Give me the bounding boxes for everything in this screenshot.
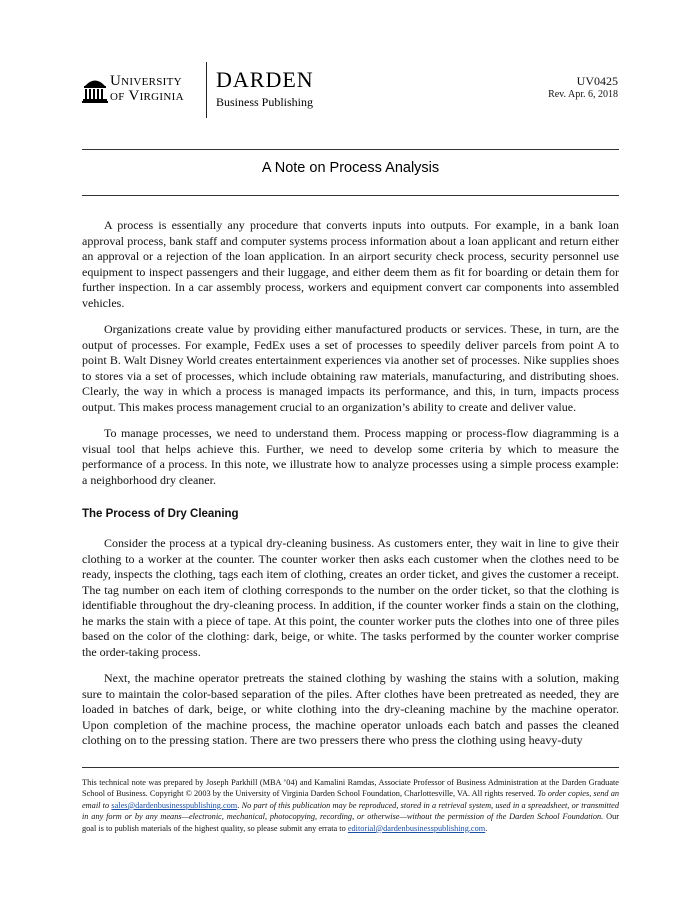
paragraph: Consider the process at a typical dry-cleaning business. As customers enter, they wait in line to give their clothing to a worker at the counter. The counter worker then asks each customer when the clothes need to be ready, inspects the clothing, tags each item of clothing, creates an order ticket, and gives the customer a receipt. The tag number on each item of clothing corresponds to the number on the order ticket, so that the clothing is identifiable throughout the dry-cleaning process. In addition, if the counter worker finds a stain on the clothing, he marks the stain with a piece of tape. At this point, the counter worker puts the clothes into one of three piles based on the color of the clothing: dark, beige, or white. The tasks performed by the counter worker comprise the order-taking process. — [82, 536, 619, 659]
footer-note: This technical note was prepared by Joseph Parkhill (MBA ’04) and Kamalini Ramdas, Associate Professor of Business Administration at the Darden Graduate School of Business. Copyright © 2003 by the University of Virginia Darden School Foundation, Charlottesville, VA. All rights reserved. To order copies, send an email to sales@dardenbusinesspublishing.com. No part of this publication may be reproduced, stored in a retrieval system, used in a spreadsheet, or transmitted in any form or by any means—electronic, mechanical, photocopying, recording, or otherwise—without the permission of the Darden School Foundation. Our goal is to publish materials of the highest quality, so please submit any errata to editorial@dardenbusinesspublishing.com. — [82, 778, 619, 833]
document-code: UV0425 — [576, 74, 618, 88]
editorial-email-link[interactable]: editorial@dardenbusinesspublishing.com — [347, 823, 486, 833]
rotunda-icon — [82, 74, 108, 104]
title-rule-bottom — [82, 195, 619, 196]
logo-divider — [206, 62, 207, 118]
revision-date: Rev. Apr. 6, 2018 — [548, 89, 618, 100]
paragraph: A process is essentially any procedure that converts inputs into outputs. For example, in a bank loan approval process, bank staff and computer systems process information about a loan applicant and return either an approval or a rejection of the loan application. In an airport security check process, security personnel use equipment to inspect passengers and their luggage, and either deem them as fit for boarding or detain them for further inspection. In a car assembly process, workers and equipment convert car components into assembled vehicles. — [82, 218, 619, 310]
footer-rule — [82, 767, 619, 768]
footer-italic: No part of this publication may be reproduced, stored in a retrieval system, used in a spreadsheet, or transmitted in any form or by any means—electronic, mechanical, photocopying, recording, or otherwise—without the permission of the Darden School Foundation. — [82, 800, 619, 822]
darden-logo — [216, 68, 314, 110]
sales-email-link[interactable]: sales@dardenbusinesspublishing.com — [111, 800, 238, 810]
paragraph: Organizations create value by providing either manufactured products or services. These, in turn, are the output of processes. For example, FedEx uses a set of processes to speedily deliver parcels from point A to point B. Walt Disney World creates entertainment experiences via another set of processes. Nike supplies shoes to stores via a set of processes, which include obtaining raw materials, manufacturing, and distributing shoes. Clearly, the way in which a process is managed impacts its performance, and this, in turn, impacts process output. This makes process management crucial to an organization’s ability to create and deliver value. — [82, 322, 619, 414]
footer-italic: To order copies, send an email to — [82, 789, 619, 810]
footer-text: This technical note was prepared by Joseph Parkhill (MBA ’04) and Kamalini Ramdas, Associate Professor of Business Administration at the Darden Graduate School of Business. Copyright © 2003 by the University of Virginia Darden School Foundation, Charlottesville, VA. All rights reserved. — [82, 778, 619, 799]
uva-line-virginia: of Virginia — [110, 88, 184, 104]
uva-logo — [82, 72, 202, 112]
footer-text: Our goal is to publish materials of the highest quality, so please submit any errata to — [82, 812, 619, 833]
paragraph: To manage processes, we need to understand them. Process mapping or process-flow diagramming is a visual tool that helps achieve this. Further, we need to develop some criteria by which to measure the performance of a process. In this note, we illustrate how to analyze processes using a simple process example: a neighborhood dry cleaner. — [82, 426, 619, 487]
section-heading: The Process of Dry Cleaning — [82, 508, 239, 520]
page-header — [82, 62, 618, 122]
darden-subtitle: Business Publishing — [216, 95, 314, 109]
darden-name: DARDEN — [216, 67, 314, 92]
title-rule-top — [82, 149, 619, 150]
uva-line-university: University — [110, 73, 182, 89]
paragraph: Next, the machine operator pretreats the stained clothing by washing the stains with a solution, making sure to maintain the color-based separation of the piles. After clothes have been pretreated as needed, they are loaded in batches of dark, beige, or white clothing into the dry-cleaning machine by the machine operator. Upon completion of the machine process, the machine operator unloads each batch and passes the cleaned clothing on to the pressing station. There are two pressers there who press the clothing using heavy-duty — [82, 671, 619, 747]
page-title: A Note on Process Analysis — [261, 160, 440, 176]
uva-wordmark — [110, 74, 184, 104]
document-body — [82, 218, 619, 760]
document-id — [548, 74, 618, 101]
